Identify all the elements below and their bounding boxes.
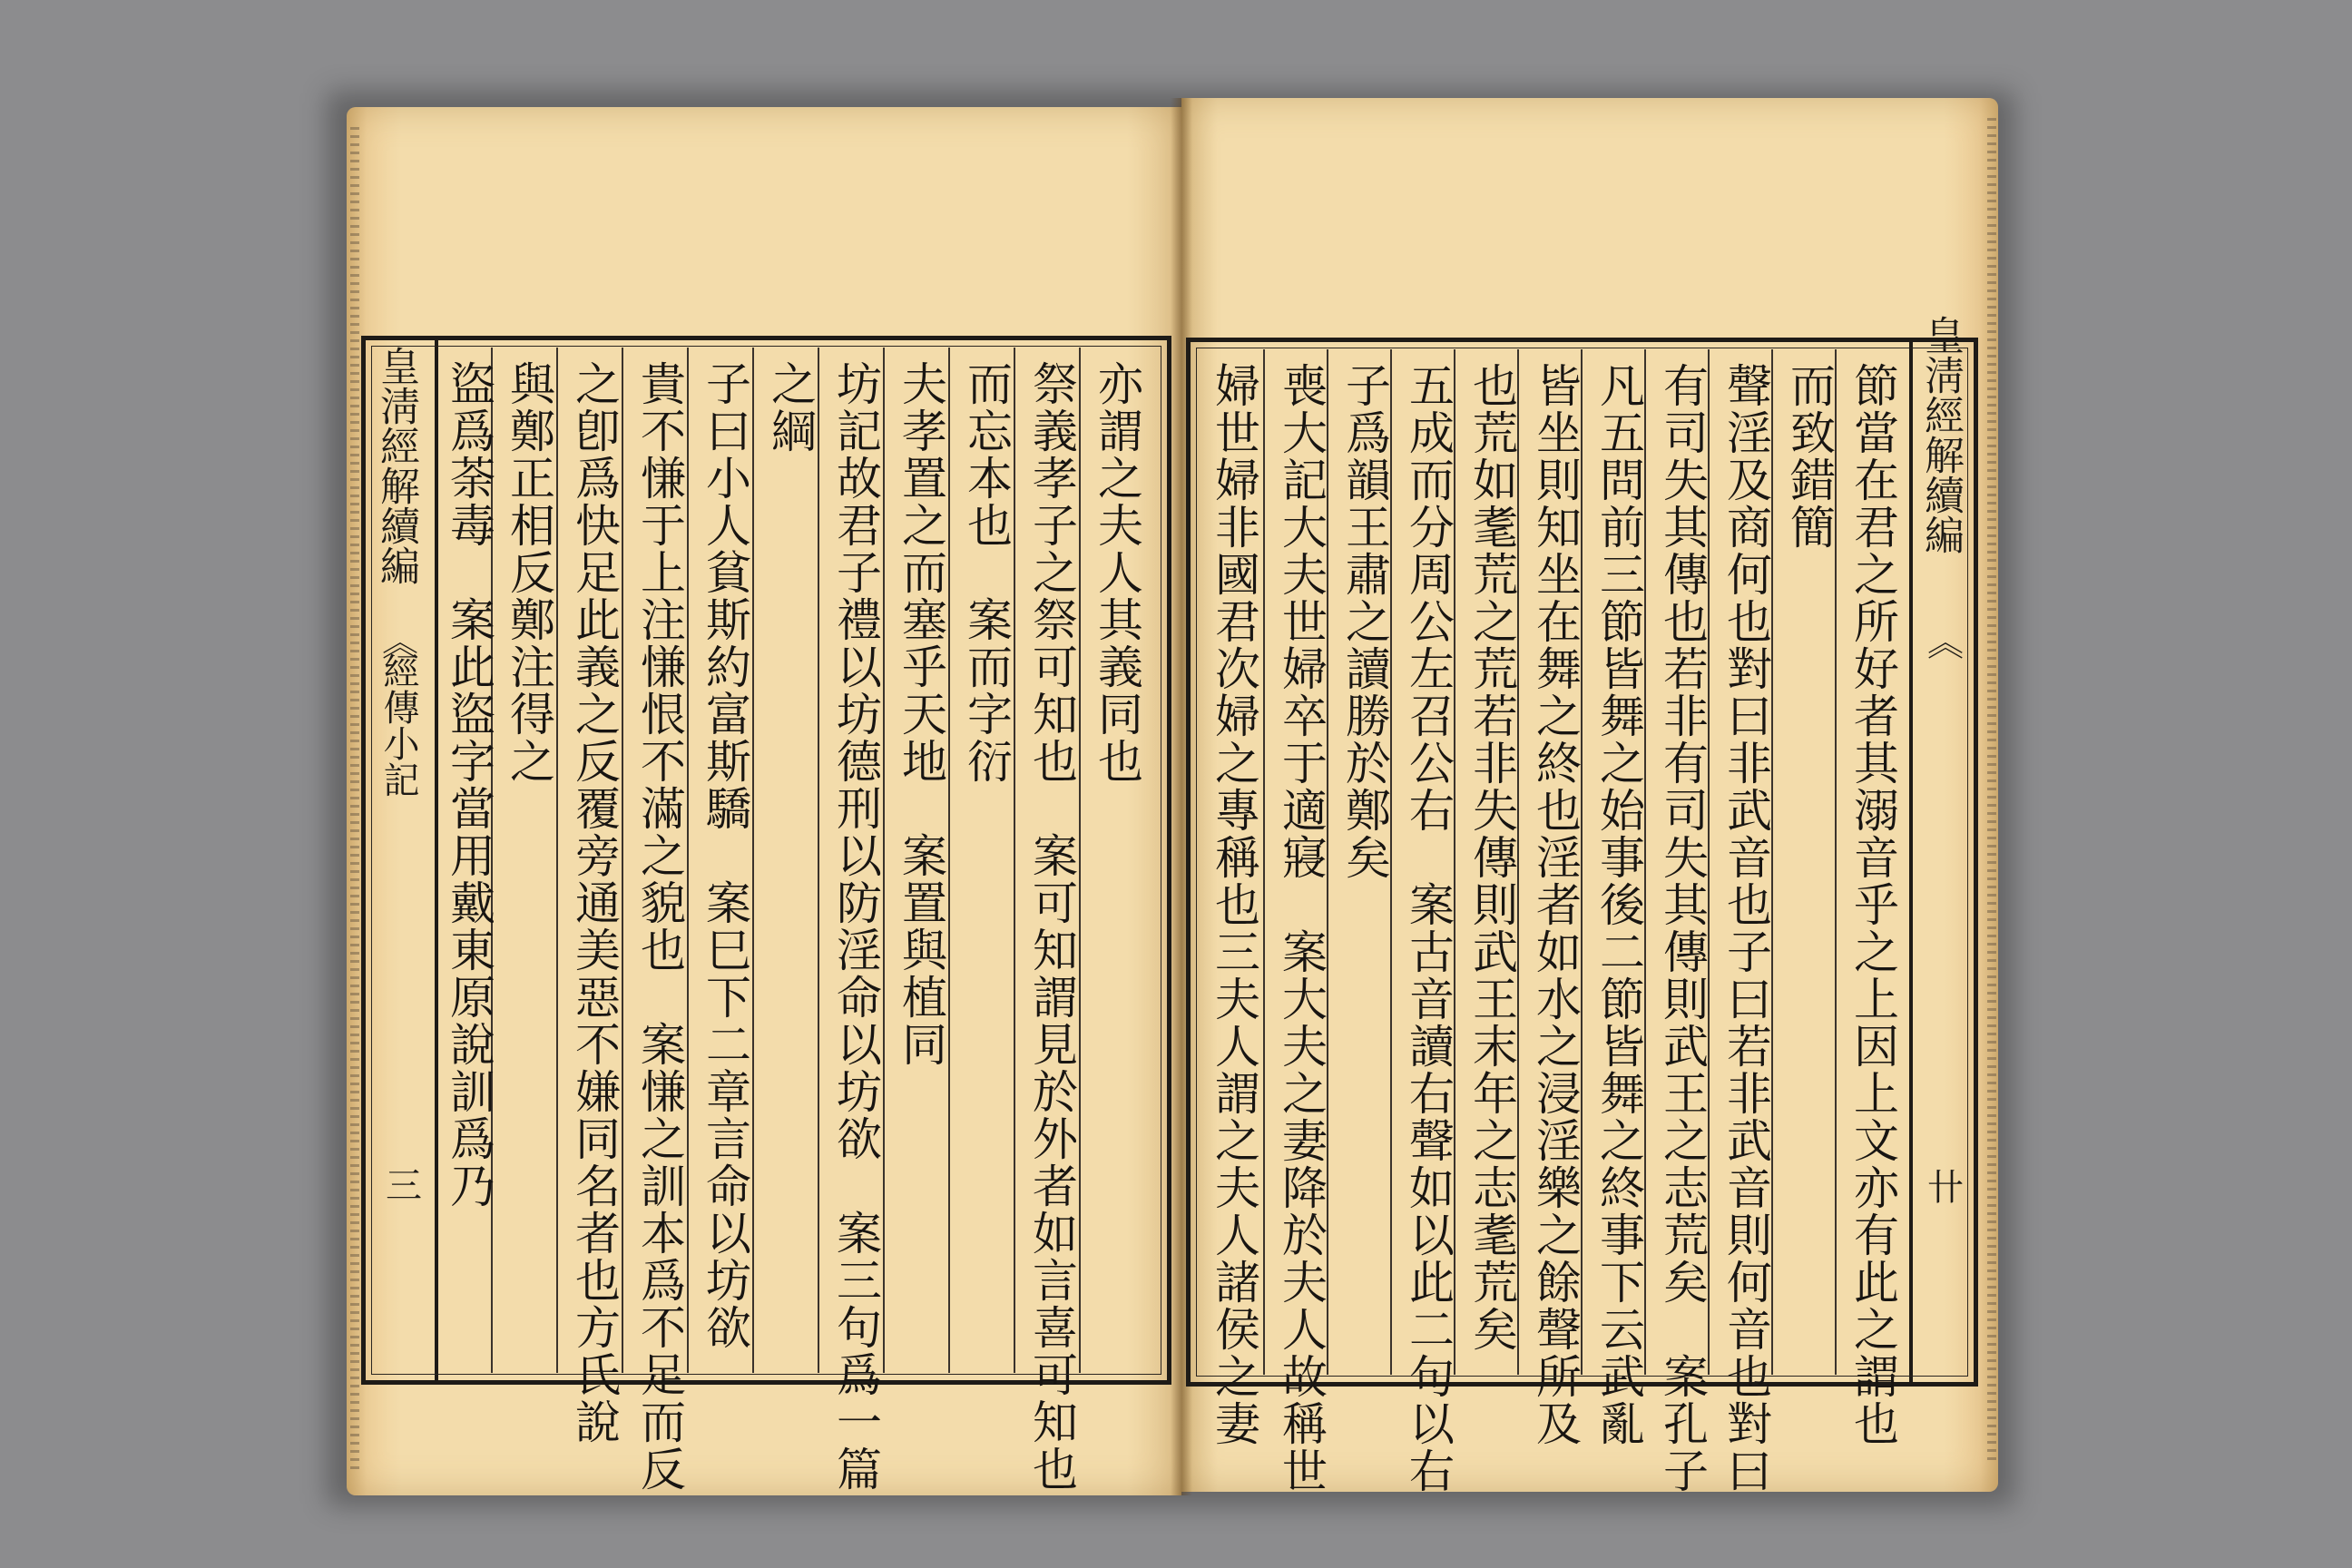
right-col-3: 聲淫及商何也對曰非武音也子曰若非武音則何音也對曰 — [1720, 362, 1772, 1494]
left-col-3: 而忘本也 案而字衍 — [960, 360, 1013, 785]
column-rule — [1771, 349, 1773, 1375]
right-col-6: 皆坐則知坐在舞之終也淫者如水之浸淫樂之餘聲所及 — [1529, 362, 1582, 1447]
column-rule — [1644, 349, 1646, 1375]
column-rule — [622, 348, 623, 1373]
right-col-5: 凡五問前三節皆舞之始事後二節皆舞之終事下云武亂 — [1592, 362, 1645, 1447]
column-rule — [883, 348, 885, 1373]
right-col-2: 而致錯簡 — [1783, 362, 1836, 551]
fish-tail-mark: ︽ — [382, 622, 418, 664]
left-page-edge — [350, 127, 359, 1470]
column-rule — [1327, 349, 1328, 1375]
right-col-4: 有司失其傳也若非有司失其傳則武王之志荒矣 案孔子 — [1656, 362, 1709, 1494]
left-col-7: 子曰小人貧斯約富斯驕 案巳下二章言命以坊欲 — [699, 360, 751, 1351]
column-rule — [1263, 349, 1265, 1375]
column-rule — [752, 348, 754, 1373]
left-margin-rule — [435, 340, 438, 1380]
right-page-number: 卄 — [1927, 1167, 1964, 1209]
left-text-frame — [361, 336, 1171, 1493]
column-rule — [687, 348, 689, 1373]
right-col-10: 喪大記大夫世婦卒于適寢 案大夫之妻降於夫人故稱世 — [1275, 362, 1328, 1494]
left-col-11: 盜爲荼毒 案此盜字當用戴東原說訓爲乃 — [443, 360, 495, 1210]
right-text-frame — [1186, 315, 1978, 1494]
left-page-number: 三 — [386, 1165, 422, 1207]
column-rule — [1708, 349, 1710, 1375]
right-col-9: 子爲韻王肅之讀勝於鄭矣 — [1338, 362, 1391, 881]
column-rule — [1835, 349, 1837, 1375]
left-col-4: 夫孝置之而塞乎天地 案置與植同 — [895, 360, 947, 1068]
left-col-6: 之綱 — [764, 360, 817, 455]
column-rule — [1390, 349, 1392, 1375]
left-col-9: 之卽爲快足此義之反覆旁通美惡不嫌同名者也方氏說 — [568, 360, 621, 1446]
column-rule — [1581, 349, 1583, 1375]
column-rule — [1454, 349, 1455, 1375]
column-rule — [818, 348, 819, 1373]
right-col-7: 也荒如耄荒之荒若非失傳則武王末年之志耄荒矣 — [1465, 362, 1518, 1353]
column-rule — [1014, 348, 1015, 1373]
left-col-8: 貴不慊于上注慊恨不滿之貌也 案慊之訓本爲不足而反 — [633, 360, 686, 1493]
column-rule — [1079, 348, 1081, 1373]
column-rule — [948, 348, 950, 1373]
right-col-1: 節當在君之所好者其溺音乎之上因上文亦有此之謂也 — [1847, 362, 1899, 1447]
column-rule — [556, 348, 558, 1373]
column-rule — [1517, 349, 1519, 1375]
left-col-1: 亦謂之夫人其義同也 — [1091, 360, 1143, 785]
right-page-edge — [1987, 118, 1996, 1461]
left-margin-title: 皇淸經解續編 — [373, 346, 419, 585]
left-margin-section: 經傳小記 — [377, 652, 419, 798]
column-rule — [491, 348, 493, 1373]
left-col-10: 與鄭正相反鄭注得之 — [503, 360, 555, 785]
left-col-5: 坊記故君子禮以坊德刑以防淫命以坊欲 案三句爲一篇 — [829, 360, 882, 1493]
right-margin-rule — [1909, 342, 1913, 1382]
right-col-8: 五成而分周公左召公右 案古音讀右聲如以此二句以右 — [1402, 362, 1455, 1494]
fish-tail-mark-right: ︽ — [1927, 622, 1964, 664]
right-col-11: 婦世婦非國君次婦之專稱也三夫人謂之夫人諸侯之妻 — [1208, 362, 1260, 1447]
left-col-2: 祭義孝子之祭可知也 案可知謂見於外者如言喜可知也 — [1025, 360, 1078, 1493]
right-margin-title: 皇淸經解續編 — [1917, 315, 1964, 554]
